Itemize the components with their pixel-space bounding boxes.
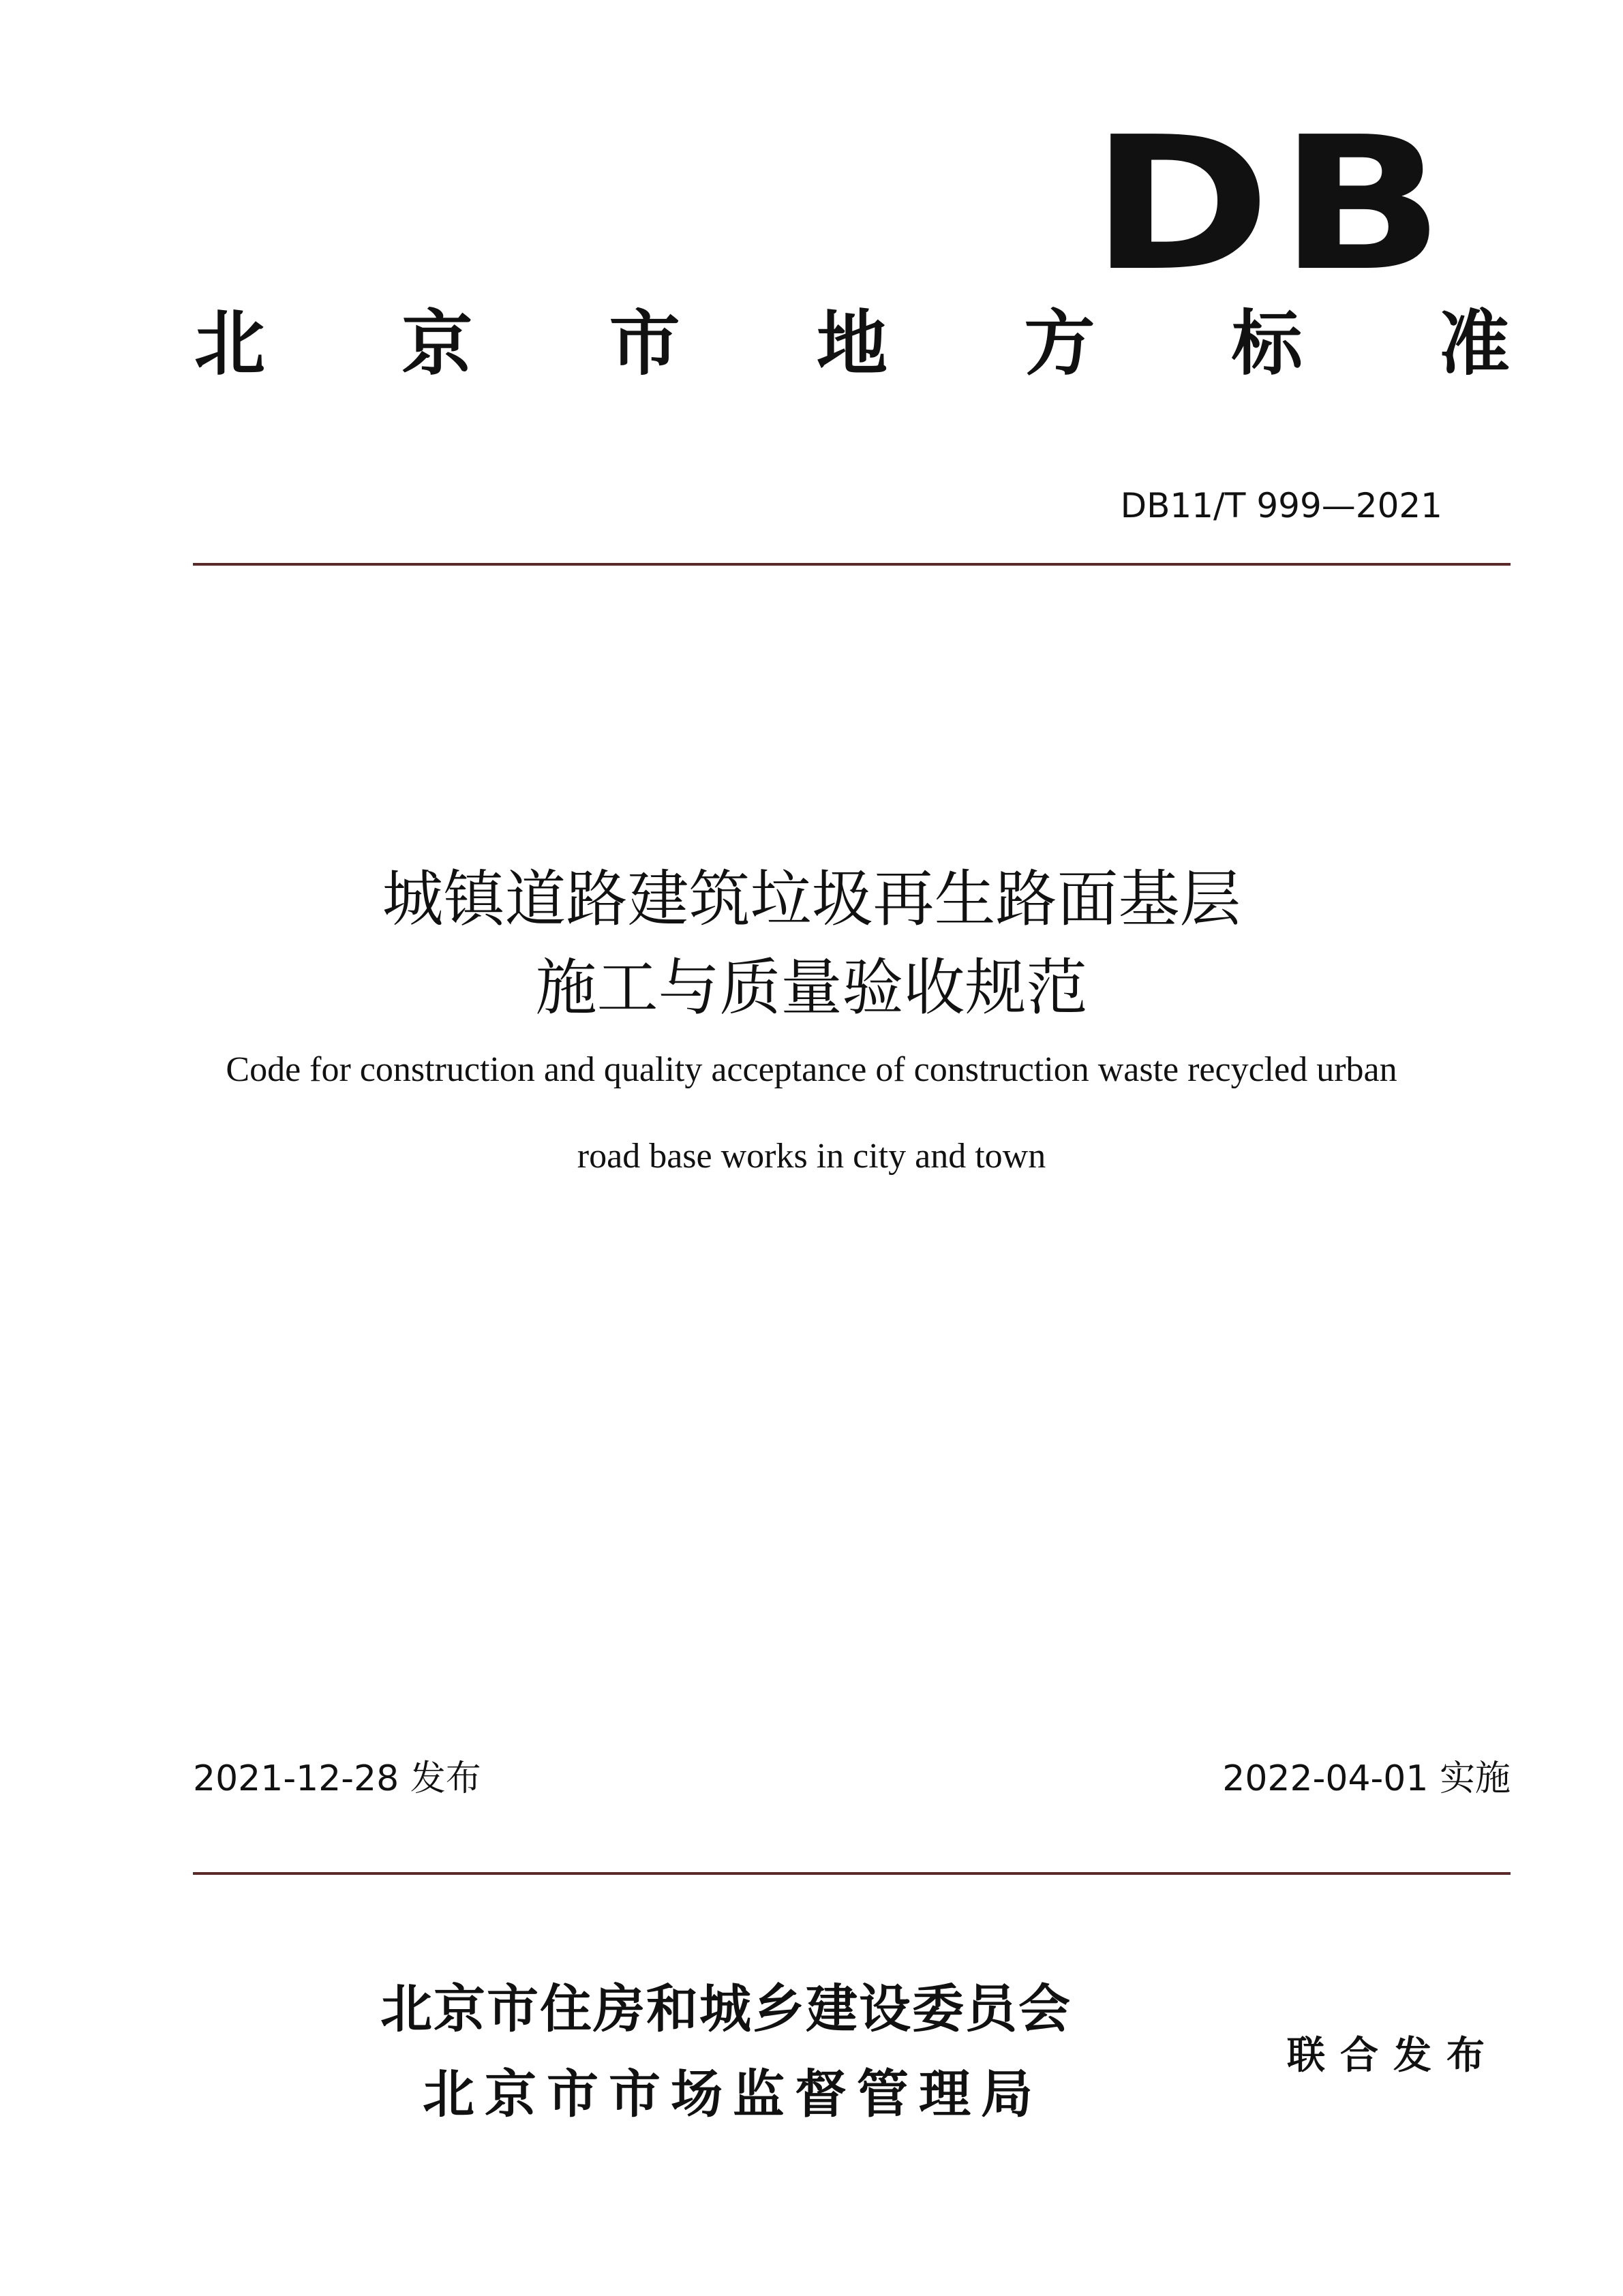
issuer-line-2: 北京市市场监督管理局	[423, 2064, 1043, 2124]
header-title-char: 地	[816, 302, 888, 385]
english-title-line-2: road base works in city and town	[577, 1137, 1046, 1176]
joint-issue-label: 联合发布	[1287, 2034, 1500, 2078]
header-title-char: 北	[194, 302, 266, 385]
standard-number: DB11/T 999—2021	[1120, 486, 1442, 525]
header-title-char: 京	[401, 302, 473, 385]
header-title-char: 准	[1438, 302, 1510, 385]
issuer-line-1: 北京市住房和城乡建设委员会	[380, 1978, 1072, 2039]
chinese-title-line-2: 施工与质量验收规范	[535, 952, 1088, 1024]
top-divider	[193, 563, 1511, 566]
bottom-divider	[193, 1872, 1511, 1875]
db-logo: DB	[1091, 97, 1453, 311]
issue-date: 2021-12-28 发布	[193, 1758, 481, 1799]
header-title	[194, 293, 1510, 385]
header-title-char: 标	[1231, 302, 1303, 385]
header-title-char: 方	[1024, 302, 1095, 385]
english-title-line-1: Code for construction and quality acceptance of construction waste recycled urban	[226, 1050, 1397, 1089]
chinese-title-line-1: 城镇道路建筑垃圾再生路面基层	[382, 863, 1241, 935]
implementation-date: 2022-04-01 实施	[1222, 1758, 1511, 1799]
header-title-char: 市	[609, 302, 680, 385]
